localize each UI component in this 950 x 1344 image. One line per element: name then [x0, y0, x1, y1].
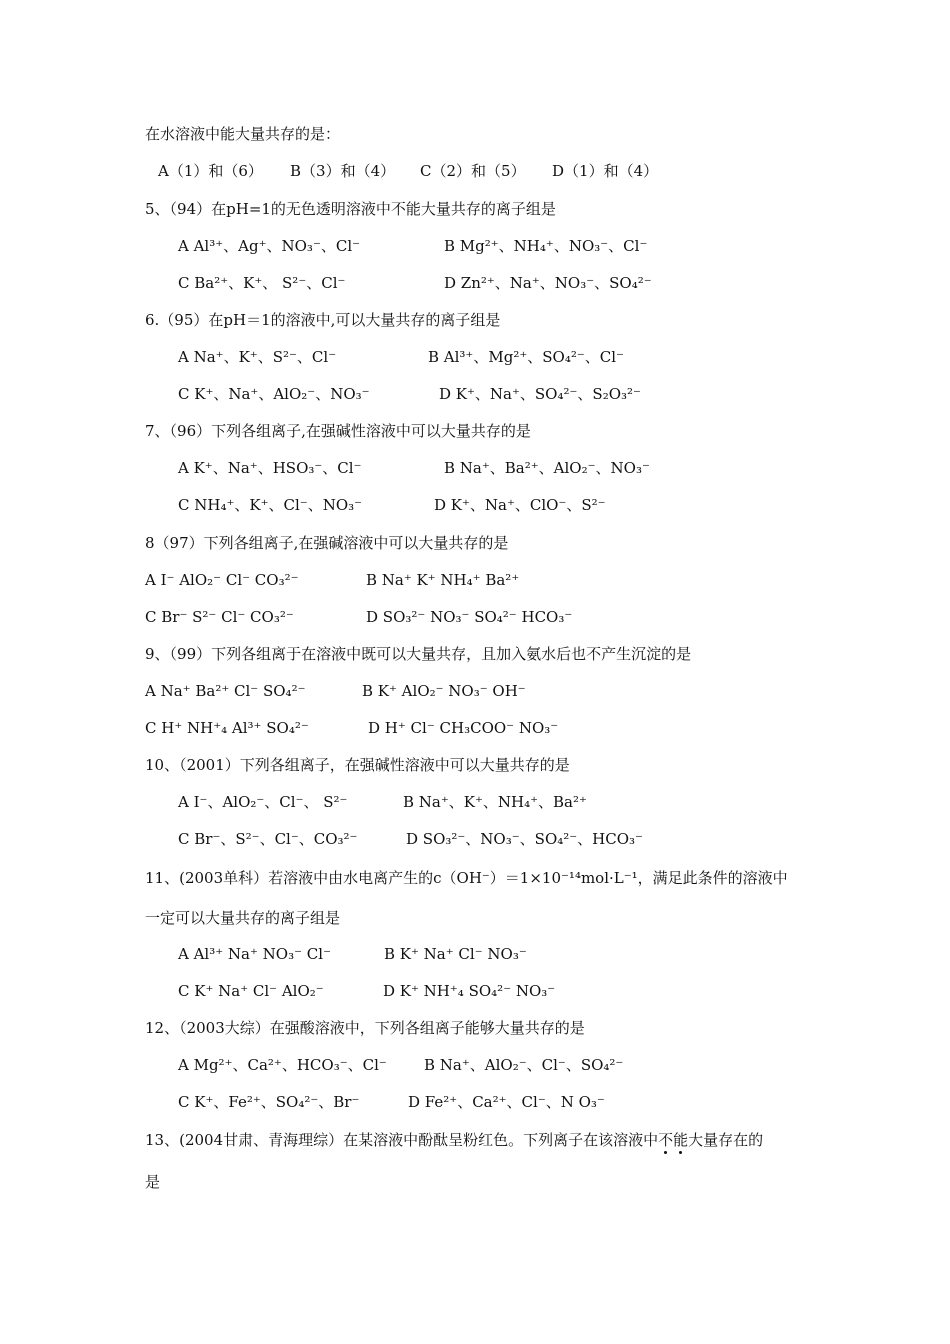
option-d: D K⁺ NH⁺₄ SO₄²⁻ NO₃⁻: [383, 982, 556, 1000]
option-c: C K⁺ Na⁺ Cl⁻ AlO₂⁻: [178, 982, 324, 1000]
option-c: C Br⁻ S²⁻ Cl⁻ CO₃²⁻: [145, 608, 294, 626]
question-11-stem-continued: 一定可以大量共存的离子组是: [145, 909, 341, 927]
option-a: A Al³⁺ Na⁺ NO₃⁻ Cl⁻: [178, 945, 331, 963]
option-d: D H⁺ Cl⁻ CH₃COO⁻ NO₃⁻: [368, 719, 559, 737]
option-b: B Na⁺、AlO₂⁻、Cl⁻、SO₄²⁻: [424, 1056, 624, 1074]
option-c: C（2）和（5）: [420, 162, 526, 180]
emphasis-dot-char: 不: [658, 1131, 674, 1149]
question-8-stem: 8（97）下列各组离子,在强碱溶液中可以大量共存的是: [145, 534, 509, 552]
option-d: D K⁺、Na⁺、SO₄²⁻、S₂O₃²⁻: [439, 385, 641, 403]
option-b: B（3）和（4）: [290, 162, 396, 180]
option-c: C K⁺、Na⁺、AlO₂⁻、NO₃⁻: [178, 385, 370, 403]
option-a: A（1）和（6）: [158, 162, 263, 180]
option-c: C Br⁻、S²⁻、Cl⁻、CO₃²⁻: [178, 830, 358, 848]
option-d: D Fe²⁺、Ca²⁺、Cl⁻、N O₃⁻: [408, 1093, 605, 1111]
option-b: B Na⁺、Ba²⁺、AlO₂⁻、NO₃⁻: [444, 459, 650, 477]
option-b: B K⁺ AlO₂⁻ NO₃⁻ OH⁻: [362, 682, 526, 700]
question-13-stem: 13、(2004甘肃、青海理综）在某溶液中酚酞呈粉红色。下列离子在该溶液中不能大量存在的: [145, 1131, 764, 1149]
question-5-stem: 5、（94）在pH=1的无色透明溶液中不能大量共存的离子组是: [145, 200, 556, 218]
question-9-stem: 9、（99）下列各组离于在溶液中既可以大量共存，且加入氨水后也不产生沉淀的是: [145, 645, 692, 663]
option-b: B K⁺ Na⁺ Cl⁻ NO₃⁻: [384, 945, 527, 963]
option-d: D K⁺、Na⁺、ClO⁻、S²⁻: [434, 496, 606, 514]
option-c: C K⁺、Fe²⁺、SO₄²⁻、Br⁻: [178, 1093, 360, 1111]
option-a: A Mg²⁺、Ca²⁺、HCO₃⁻、Cl⁻: [178, 1056, 387, 1074]
option-d: D Zn²⁺、Na⁺、NO₃⁻、SO₄²⁻: [444, 274, 652, 292]
question-4-stem-continued: 在水溶液中能大量共存的是：: [145, 125, 341, 143]
option-b: B Na⁺、K⁺、NH₄⁺、Ba²⁺: [403, 793, 587, 811]
option-a: A I⁻、AlO₂⁻、Cl⁻、 S²⁻: [178, 793, 348, 811]
option-a: A Na⁺ Ba²⁺ Cl⁻ SO₄²⁻: [145, 682, 306, 700]
question-12-stem: 12、（2003大综）在强酸溶液中，下列各组离子能够大量共存的是: [145, 1019, 585, 1037]
emphasis-dot-char: 能: [673, 1131, 689, 1149]
question-11-stem: 11、(2003单科）若溶液中由水电离产生的c（OH⁻）＝1×10⁻¹⁴mol·L⁻¹，满足此条件的溶液中: [145, 869, 788, 887]
question-7-stem: 7、（96）下列各组离子,在强碱性溶液中可以大量共存的是: [145, 422, 531, 440]
question-13-stem-continued: 是: [145, 1173, 161, 1191]
option-c: C H⁺ NH⁺₄ Al³⁺ SO₄²⁻: [145, 719, 309, 737]
option-b: B Na⁺ K⁺ NH₄⁺ Ba²⁺: [366, 571, 520, 589]
question-6-stem: 6.（95）在pH＝1的溶液中,可以大量共存的离子组是: [145, 311, 501, 329]
option-c: C Ba²⁺、K⁺、 S²⁻、Cl⁻: [178, 274, 346, 292]
question-10-stem: 10、（2001）下列各组离子，在强碱性溶液中可以大量共存的是: [145, 756, 570, 774]
option-d: D（1）和（4）: [552, 162, 659, 180]
option-b: B Mg²⁺、NH₄⁺、NO₃⁻、Cl⁻: [444, 237, 648, 255]
option-b: B Al³⁺、Mg²⁺、SO₄²⁻、Cl⁻: [428, 348, 624, 366]
option-a: A Al³⁺、Ag⁺、NO₃⁻、Cl⁻: [178, 237, 361, 255]
option-d: D SO₃²⁻ NO₃⁻ SO₄²⁻ HCO₃⁻: [366, 608, 573, 626]
option-a: A K⁺、Na⁺、HSO₃⁻、Cl⁻: [178, 459, 362, 477]
option-c: C NH₄⁺、K⁺、Cl⁻、NO₃⁻: [178, 496, 363, 514]
option-a: A I⁻ AlO₂⁻ Cl⁻ CO₃²⁻: [145, 571, 299, 589]
option-d: D SO₃²⁻、NO₃⁻、SO₄²⁻、HCO₃⁻: [406, 830, 643, 848]
option-a: A Na⁺、K⁺、S²⁻、Cl⁻: [178, 348, 337, 366]
